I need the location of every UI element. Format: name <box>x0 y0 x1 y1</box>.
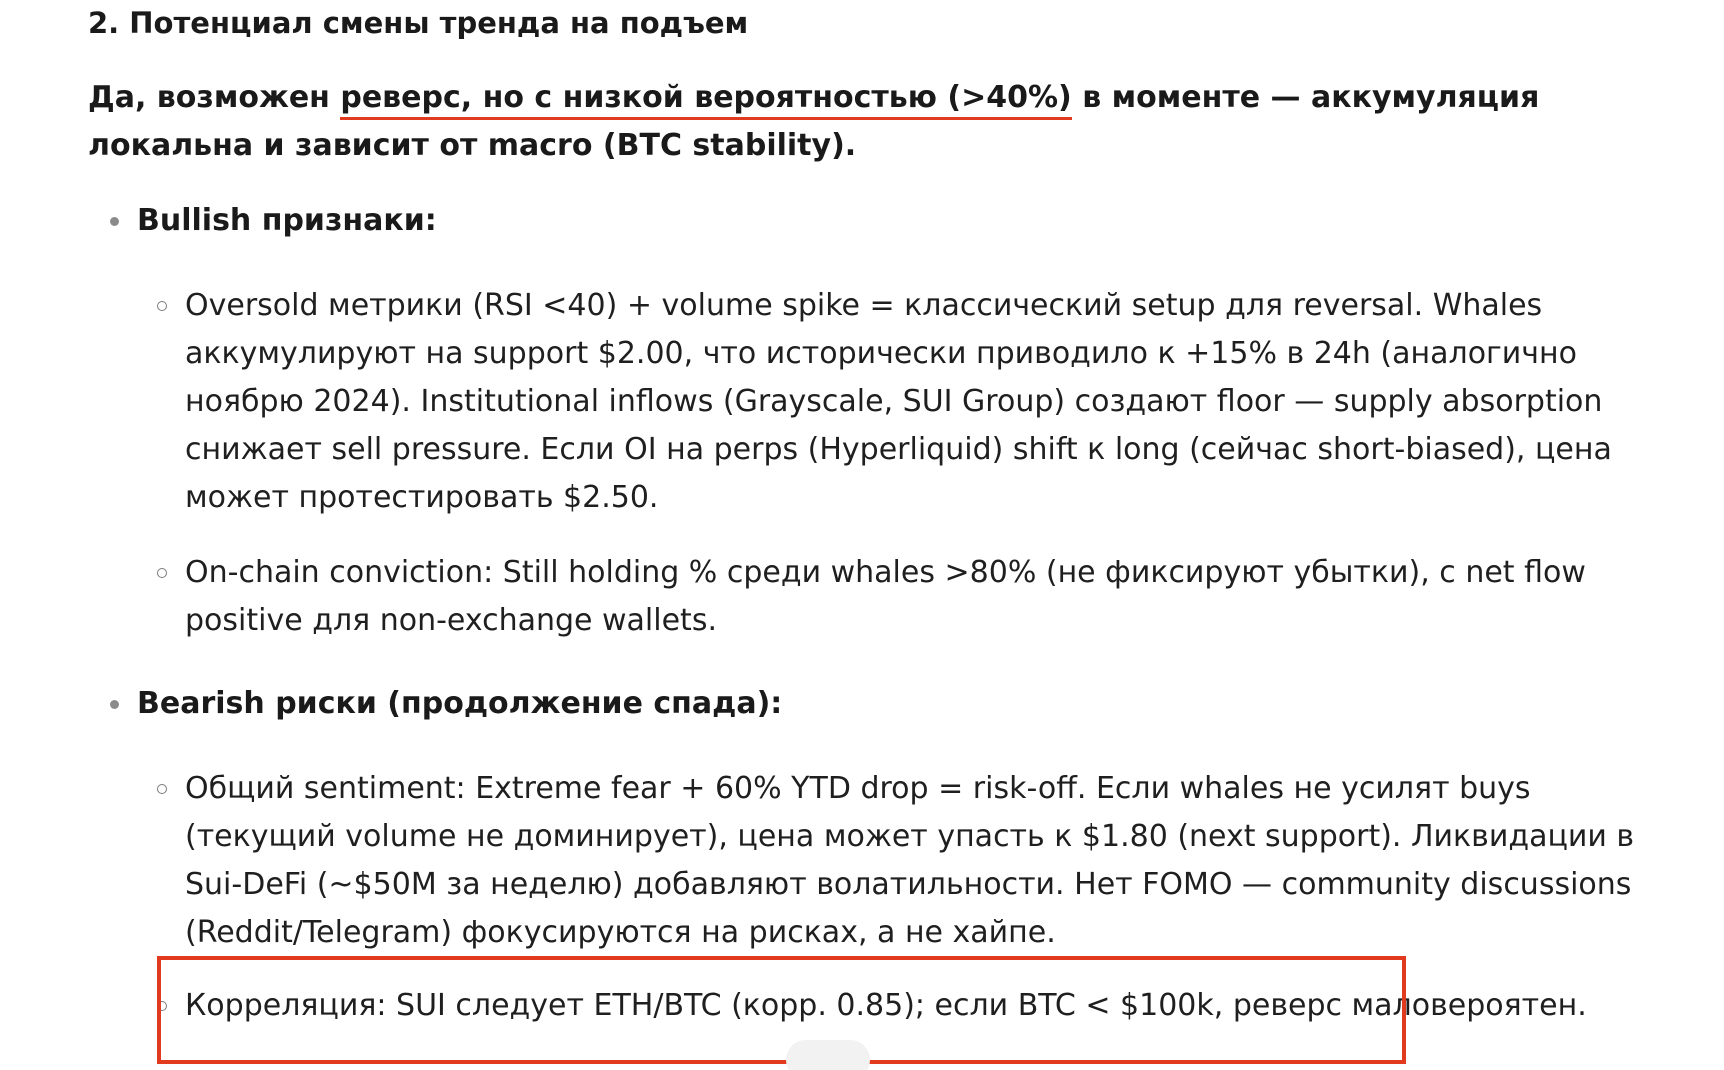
scroll-to-bottom-button[interactable] <box>786 1040 870 1070</box>
bearish-item-correlation: Корреляция: SUI следует ETH/BTC (корр. 0.85); если BTC < $100k, реверс маловероятен. <box>185 982 1645 1030</box>
bearish-item: Общий sentiment: Extreme fear + 60% YTD drop = risk-off. Если whales не усилят buys (текущий volume не доминирует), цена может упасть к $1.80 (next support). Ликвидации в Sui-DeFi (~$50M за неделю) добавляют волатильности. Нет FOMO — community discussions (Reddit/Telegram) фокусируются на рисках, а не хайпе. <box>185 765 1645 957</box>
bullish-title: Bullish признаки: <box>137 203 437 238</box>
bearish-bullet <box>88 680 782 728</box>
lead-underlined-text: реверс, но с низкой вероятностью (>40%) <box>340 80 1071 120</box>
section-heading: 2. Потенциал смены тренда на подъем <box>88 6 749 40</box>
bullish-bullet <box>88 197 437 245</box>
lead-text-before: Да, возможен <box>88 80 341 115</box>
bullish-item: On-chain conviction: Still holding % среди whales >80% (не фиксируют убытки), с net flow positive для non-exchange wallets. <box>185 549 1645 645</box>
lead-paragraph <box>88 74 1628 170</box>
lead-text-after: в моменте — аккумуляция локальна и зависит от macro (BTC stability). <box>88 80 1540 163</box>
bullish-item: Oversold метрики (RSI <40) + volume spike = классический setup для reversal. Whales аккумулируют на support $2.00, что исторически приводило к +15% в 24h (аналогично ноябрю 2024). Institutional inflows (Grayscale, SUI Group) создают floor — supply absorption снижает sell pressure. Если OI на perps (Hyperliquid) shift к long (сейчас short-biased), цена может протестировать $2.50. <box>185 282 1645 522</box>
bearish-title: Bearish риски (продолжение спада): <box>137 686 783 721</box>
